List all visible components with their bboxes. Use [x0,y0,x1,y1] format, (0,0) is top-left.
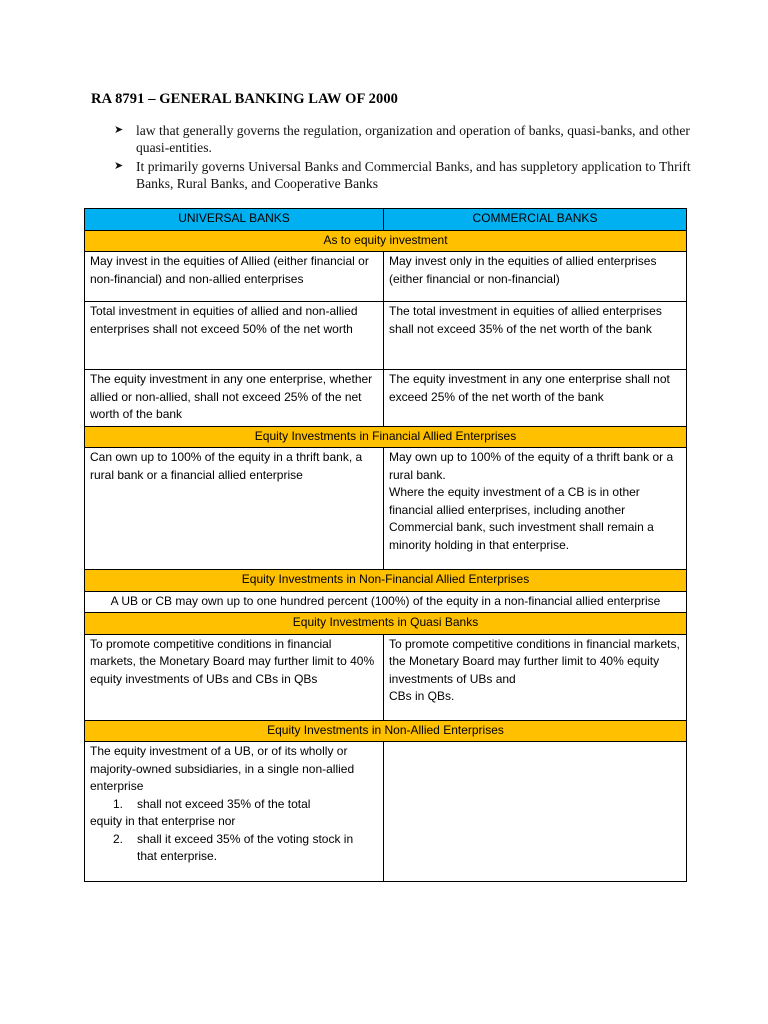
item-continuation: that enterprise. [137,849,218,863]
cb-cell: The equity investment in any one enterprise shall not exceed 25% of the net worth of the bank [384,370,687,427]
bullet-item [114,158,694,192]
cb-cell-line: To promote competitive conditions in financial markets, the Monetary Board may further limit to 40% equity investments of UBs and [389,636,680,686]
header-universal-banks: UNIVERSAL BANKS [85,209,384,231]
numbered-item [90,796,378,814]
arrow-bullet-icon: ➤ [114,124,124,136]
bullet-item [114,122,694,156]
cb-cell: May invest only in the equities of allied enterprises (either financial or non-financial) [384,252,687,302]
item-text: shall it exceed 35% of the voting stock in [137,831,354,846]
table-row [85,448,687,570]
intro-bullet-list [114,122,694,194]
section-row [85,426,687,448]
bullet-text: It primarily governs Universal Banks and Commercial Banks, and has suppletory application to Thrift Banks, Rural Banks, and Cooperative Banks [136,159,691,191]
ub-cell-intro: The equity investment of a UB, or of its wholly or majority-owned subsidiaries, in a single non-allied enterprise [90,744,355,793]
numbered-item [90,831,378,849]
section-non-allied: Equity Investments in Non-Allied Enterprises [85,720,687,742]
item-number: 1. [113,796,124,811]
comparison-table [84,208,687,882]
section-non-financial-allied: Equity Investments in Non-Financial Allied Enterprises [85,570,687,592]
ub-cell [85,742,384,882]
cb-cell: The total investment in equities of allied enterprises shall not exceed 35% of the net worth of the bank [384,302,687,370]
item-continuation: equity in that enterprise nor [90,814,236,828]
table-header-row [85,209,687,231]
cb-cell-line: CBs in QBs. [389,689,455,703]
ub-cell: May invest in the equities of Allied (either financial or non-financial) and non-allied enterprises [85,252,384,302]
section-quasi-banks: Equity Investments in Quasi Banks [85,613,687,635]
item-number: 2. [113,831,124,846]
section-row [85,720,687,742]
cb-cell [384,634,687,720]
header-commercial-banks: COMMERCIAL BANKS [384,209,687,231]
ub-cell: Total investment in equities of allied and non-allied enterprises shall not exceed 50% of the net worth [85,302,384,370]
full-width-cell: A UB or CB may own up to one hundred percent (100%) of the equity in a non-financial allied enterprise [85,591,687,613]
cb-cell-line: May own up to 100% of the equity of a thrift bank or a rural bank. [389,450,674,482]
ub-cell: To promote competitive conditions in financial markets, the Monetary Board may further limit to 40% equity investments of UBs and CBs in QBs [85,634,384,720]
table-row [85,634,687,720]
document-title: RA 8791 – GENERAL BANKING LAW OF 2000 [91,91,399,107]
bullet-text: law that generally governs the regulation, organization and operation of banks, quasi-banks, and other quasi-entities. [136,123,690,155]
item-text: shall not exceed 35% of the total [137,796,311,811]
section-equity-investment: As to equity investment [85,230,687,252]
table-row [85,302,687,370]
table-row [85,370,687,427]
section-row [85,613,687,635]
section-row [85,230,687,252]
section-row [85,570,687,592]
cb-cell-empty [384,742,687,882]
table-row [85,252,687,302]
section-financial-allied: Equity Investments in Financial Allied Enterprises [85,426,687,448]
ub-cell: The equity investment in any one enterprise, whether allied or non-allied, shall not exceed 25% of the net worth of the bank [85,370,384,427]
arrow-bullet-icon: ➤ [114,160,124,172]
table-row [85,591,687,613]
cb-cell-line: Where the equity investment of a CB is in other financial allied enterprises, including another Commercial bank, such investment shall remain a minority holding in that enterprise. [389,485,654,552]
table-row [85,742,687,882]
cb-cell [384,448,687,570]
ub-cell: Can own up to 100% of the equity in a thrift bank, a rural bank or a financial allied enterprise [85,448,384,570]
